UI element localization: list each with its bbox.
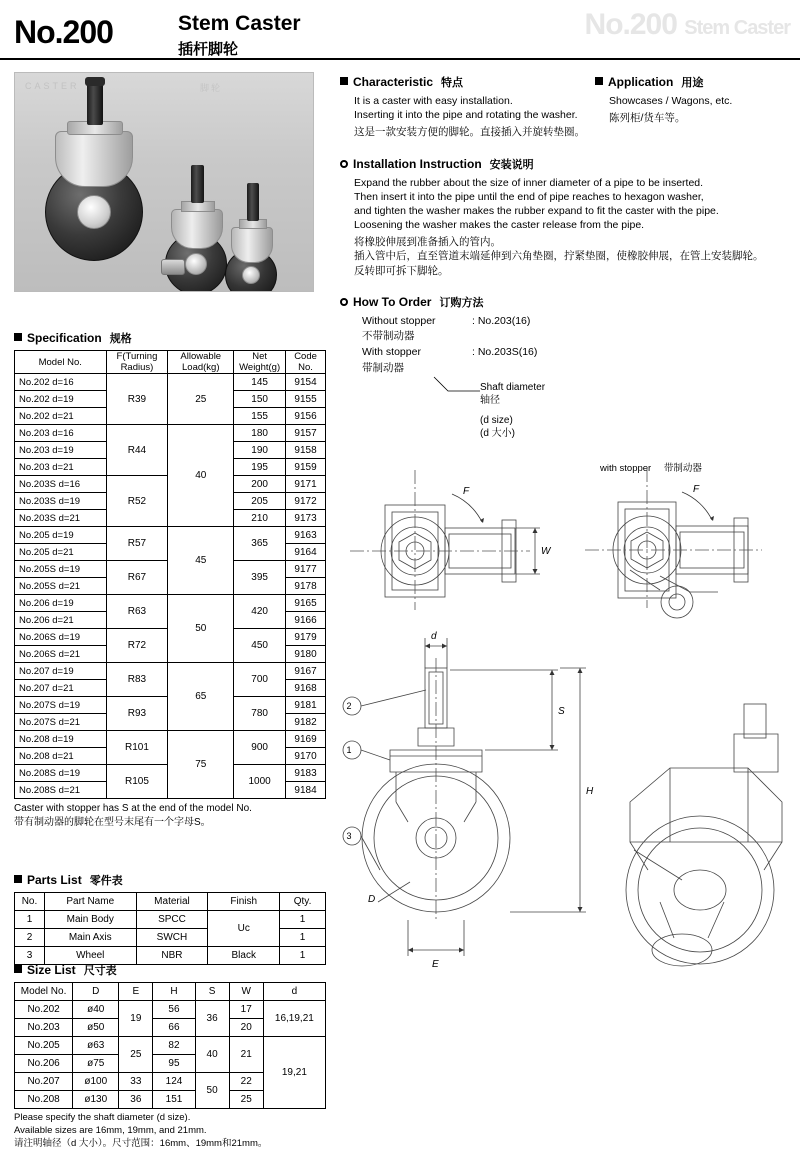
cell-model: No.203 d=21 <box>15 459 107 476</box>
cell-model: No.203S d=16 <box>15 476 107 493</box>
svg-text:d: d <box>431 631 437 642</box>
cell-f: R105 <box>106 765 168 799</box>
cell-model: No.206S d=21 <box>15 646 107 663</box>
cell-H: 66 <box>153 1019 195 1037</box>
cell-f: R72 <box>106 629 168 663</box>
cell-code: 9183 <box>286 765 326 782</box>
cell-qty: 1 <box>280 947 326 965</box>
specification-note-cn: 带有制动器的脚轮在型号末尾有一个字母S。 <box>14 816 211 828</box>
cell-model: No.206 d=19 <box>15 595 107 612</box>
table-row <box>15 374 326 391</box>
characteristic-body <box>354 94 595 140</box>
cell-D: ø50 <box>73 1019 119 1037</box>
cell-material: SPCC <box>136 911 208 929</box>
square-bullet-icon <box>14 875 22 883</box>
cell-weight: 145 <box>234 374 286 391</box>
cell-D: ø40 <box>73 1001 119 1019</box>
svg-text:S: S <box>558 706 565 717</box>
order-row-with-stopper <box>362 345 790 361</box>
cell-f: R57 <box>106 527 168 561</box>
cell-code: 9170 <box>286 748 326 765</box>
cell-weight: 195 <box>234 459 286 476</box>
cell-load: 50 <box>168 595 234 663</box>
cell-code: 9166 <box>286 612 326 629</box>
how-to-order-heading <box>340 294 790 310</box>
cell-S: 50 <box>195 1073 229 1109</box>
table-row <box>15 929 326 947</box>
cell-load: 25 <box>168 374 234 425</box>
circle-bullet-icon <box>340 298 348 306</box>
installation-section <box>340 156 790 278</box>
cell-D: ø63 <box>73 1037 119 1055</box>
cell-code: 9163 <box>286 527 326 544</box>
order-label-without-stopper-cn: 不带制动器 <box>362 330 415 343</box>
cell-load: 45 <box>168 527 234 595</box>
cell-qty: 1 <box>280 911 326 929</box>
characteristic-heading-cn: 特点 <box>441 77 464 89</box>
application-heading-cn: 用途 <box>681 77 704 89</box>
photo-caster-mid-fork <box>171 209 223 249</box>
cell-model: No.202 d=21 <box>15 408 107 425</box>
cell-H: 95 <box>153 1055 195 1073</box>
cell-qty: 1 <box>280 929 326 947</box>
cell-H: 56 <box>153 1001 195 1019</box>
order-row-with-stopper-cn <box>362 361 790 377</box>
with-stopper-label-en: with stopper <box>600 463 652 474</box>
square-bullet-icon <box>595 77 603 85</box>
photo-caster-mid-hub <box>185 253 207 275</box>
cell-W: 17 <box>229 1001 263 1019</box>
col-model-no: Model No. <box>15 983 73 1001</box>
cell-model: No.206S d=19 <box>15 629 107 646</box>
cell-model: No.207S d=21 <box>15 714 107 731</box>
installation-line-2: Then insert it into the pipe until the end of pipe reaches to hexagon washer, <box>354 190 704 203</box>
cell-code: 9168 <box>286 680 326 697</box>
order-label-with-stopper-cn: 带制动器 <box>362 361 404 374</box>
cell-f: R83 <box>106 663 168 697</box>
cell-weight: 450 <box>234 629 286 663</box>
cell-code: 9155 <box>286 391 326 408</box>
characteristic-heading-en: Characteristic <box>353 75 434 89</box>
shaft-callout-line1-en: Shaft diameter <box>480 381 546 393</box>
photo-caster-mid-brake <box>161 259 185 275</box>
size-list-footnotes <box>14 1112 334 1150</box>
col-part-name: Part Name <box>44 893 136 911</box>
cell-model: No.208S d=21 <box>15 782 107 799</box>
specification-table <box>14 350 326 799</box>
cell-H: 151 <box>153 1091 195 1109</box>
cell-W: 22 <box>229 1073 263 1091</box>
order-label-with-stopper-en: With stopper <box>362 346 421 359</box>
cell-H: 82 <box>153 1037 195 1055</box>
cell-code: 9157 <box>286 425 326 442</box>
col-turning-radius: F(Turning Radius) <box>106 351 168 374</box>
cell-material: SWCH <box>136 929 208 947</box>
cell-finish: Black <box>208 947 280 965</box>
cell-E: 36 <box>119 1091 153 1109</box>
svg-text:F: F <box>463 486 470 497</box>
cell-code: 9178 <box>286 578 326 595</box>
cell-model: No.207 <box>15 1073 73 1091</box>
cell-model: No.205 <box>15 1037 73 1055</box>
cell-weight: 200 <box>234 476 286 493</box>
cell-code: 9169 <box>286 731 326 748</box>
svg-text:3: 3 <box>346 831 352 841</box>
parts-list-heading <box>14 872 326 888</box>
cell-weight: 365 <box>234 527 286 561</box>
table-header-row <box>15 983 326 1001</box>
cell-weight: 180 <box>234 425 286 442</box>
cell-model: No.205S d=21 <box>15 578 107 595</box>
cell-part-name: Main Axis <box>44 929 136 947</box>
col-qty: Qty. <box>280 893 326 911</box>
cell-S: 36 <box>195 1001 229 1037</box>
cell-load: 65 <box>168 663 234 731</box>
cell-weight: 420 <box>234 595 286 629</box>
cell-weight: 155 <box>234 408 286 425</box>
size-list-heading-en: Size List <box>27 963 76 977</box>
technical-drawings <box>330 450 800 1140</box>
cell-material: NBR <box>136 947 208 965</box>
photo-caster-large-fork <box>55 131 133 187</box>
photo-caster-small-fork <box>231 227 273 263</box>
photo-watermark-left: CASTER <box>25 81 80 91</box>
cell-code: 9184 <box>286 782 326 799</box>
col-finish: Finish <box>208 893 280 911</box>
installation-line-1: Expand the rubber about the size of inner diameter of a pipe to be inserted. <box>354 176 704 189</box>
size-list-heading <box>14 962 334 978</box>
cell-code: 9173 <box>286 510 326 527</box>
table-row <box>15 595 326 612</box>
header-title-cn: 插杆脚轮 <box>178 41 239 58</box>
cell-part-name: Main Body <box>44 911 136 929</box>
cell-model: No.208 <box>15 1091 73 1109</box>
cell-weight: 1000 <box>234 765 286 799</box>
application-line-1: Showcases / Wagons, etc. <box>609 95 733 107</box>
col-e: E <box>119 983 153 1001</box>
cell-model: No.202 <box>15 1001 73 1019</box>
cell-model: No.203 d=16 <box>15 425 107 442</box>
cell-model: No.206 d=21 <box>15 612 107 629</box>
cell-f: R44 <box>106 425 168 476</box>
cell-d: 16,19,21 <box>263 1001 325 1037</box>
header-title-en: Stem Caster <box>178 12 301 35</box>
cell-code: 9156 <box>286 408 326 425</box>
specification-note-en: Caster with stopper has S at the end of the model No. <box>14 803 252 814</box>
characteristic-line-2: Inserting it into the pipe and rotating the washer. <box>354 109 578 122</box>
cell-model: No.202 d=16 <box>15 374 107 391</box>
table-row <box>15 663 326 680</box>
photo-caster-small-stem <box>247 183 259 221</box>
order-value-with-stopper: : No.203S(16) <box>472 346 538 359</box>
square-bullet-icon <box>14 333 22 341</box>
page-header <box>0 0 800 60</box>
square-bullet-icon <box>14 965 22 973</box>
cell-code: 9180 <box>286 646 326 663</box>
cell-f: R63 <box>106 595 168 629</box>
size-footnote-1: Please specify the shaft diameter (d size). <box>14 1112 191 1123</box>
cell-d: 19,21 <box>263 1037 325 1109</box>
order-row-without-stopper <box>362 314 790 330</box>
svg-text:E: E <box>432 959 439 970</box>
col-h: H <box>153 983 195 1001</box>
table-row <box>15 527 326 544</box>
cell-E: 33 <box>119 1073 153 1091</box>
cell-code: 9172 <box>286 493 326 510</box>
cell-E: 25 <box>119 1037 153 1073</box>
size-footnote-2: Available sizes are 16mm, 19mm, and 21mm. <box>14 1124 207 1136</box>
characteristic-line-cn: 这是一款安装方便的脚轮。直接插入并旋转垫圈。 <box>354 126 585 139</box>
header-ghost-model: No.200 <box>584 8 677 41</box>
cell-model: No.207 d=21 <box>15 680 107 697</box>
cell-part-name: Wheel <box>44 947 136 965</box>
cell-model: No.206 <box>15 1055 73 1073</box>
col-material: Material <box>136 893 208 911</box>
cell-weight: 395 <box>234 561 286 595</box>
photo-watermark-right: 脚轮 <box>200 83 223 93</box>
shaft-callout-line2-cn: (d 大小) <box>480 428 515 440</box>
size-list-table <box>14 982 326 1109</box>
application-body <box>609 94 785 125</box>
installation-line-cn-3: 反转即可拆下脚轮。 <box>354 264 449 277</box>
cell-D: ø130 <box>73 1091 119 1109</box>
cell-H: 124 <box>153 1073 195 1091</box>
col-d-cap: D <box>73 983 119 1001</box>
cell-finish: Uc <box>208 911 280 947</box>
photo-caster-large-cap <box>85 77 105 86</box>
cell-W: 25 <box>229 1091 263 1109</box>
svg-text:F: F <box>693 484 700 495</box>
cell-code: 9164 <box>286 544 326 561</box>
cell-weight: 900 <box>234 731 286 765</box>
installation-line-4: Loosening the washer makes the caster release from the pipe. <box>354 219 645 232</box>
photo-caster-small-hub <box>242 266 260 284</box>
cell-code: 9159 <box>286 459 326 476</box>
cell-model: No.203 d=19 <box>15 442 107 459</box>
cell-model: No.208 d=19 <box>15 731 107 748</box>
how-to-order-heading-en: How To Order <box>353 294 432 309</box>
cell-f: R67 <box>106 561 168 595</box>
table-row <box>15 1037 326 1055</box>
cell-weight: 190 <box>234 442 286 459</box>
cell-D: ø100 <box>73 1073 119 1091</box>
cell-W: 21 <box>229 1037 263 1073</box>
table-header-row <box>15 893 326 911</box>
circle-bullet-icon <box>340 160 348 168</box>
cell-D: ø75 <box>73 1055 119 1073</box>
cell-no: 2 <box>15 929 45 947</box>
cell-f: R101 <box>106 731 168 765</box>
cell-model: No.202 d=19 <box>15 391 107 408</box>
shaft-callout-line1-cn: 轴径 <box>480 395 500 407</box>
how-to-order-rows <box>362 314 790 377</box>
specification-note <box>14 802 326 829</box>
cell-E: 19 <box>119 1001 153 1037</box>
svg-text:D: D <box>368 894 376 905</box>
col-s: S <box>195 983 229 1001</box>
cell-weight: 210 <box>234 510 286 527</box>
size-footnote-3: 请注明轴径（d 大小）。尺寸范围：16mm、19mm和21mm。 <box>14 1137 268 1149</box>
photo-caster-mid-stem <box>191 165 204 203</box>
parts-list-block <box>14 872 326 965</box>
cell-load: 40 <box>168 425 234 527</box>
cell-model: No.207 d=19 <box>15 663 107 680</box>
callout-leader-line <box>428 375 548 401</box>
cell-weight: 205 <box>234 493 286 510</box>
col-net-weight: Net Weight(g) <box>234 351 286 374</box>
cell-code: 9182 <box>286 714 326 731</box>
col-model-no: Model No. <box>15 351 107 374</box>
order-label-without-stopper-en: Without stopper <box>362 314 436 327</box>
application-heading-en: Application <box>608 75 674 89</box>
product-photo <box>14 72 314 292</box>
installation-line-cn-2: 插入管中后，直至管道末端延伸到六角垫圈，拧紧垫圈，使橡胶伸展，在管上安装脚轮。 <box>354 250 764 263</box>
cell-S: 40 <box>195 1037 229 1073</box>
square-bullet-icon <box>340 77 348 85</box>
order-row-without-stopper-cn <box>362 329 790 345</box>
photo-caster-large-stem <box>87 83 103 125</box>
cell-code: 9181 <box>286 697 326 714</box>
cell-no: 1 <box>15 911 45 929</box>
cell-f: R39 <box>106 374 168 425</box>
cell-code: 9165 <box>286 595 326 612</box>
svg-text:2: 2 <box>346 701 352 711</box>
with-stopper-label-cn: 带制动器 <box>663 463 702 474</box>
table-row <box>15 911 326 929</box>
cell-code: 9154 <box>286 374 326 391</box>
col-code-no: Code No. <box>286 351 326 374</box>
cell-model: No.205 d=19 <box>15 527 107 544</box>
specification-block <box>14 330 326 829</box>
application-heading <box>595 74 785 90</box>
specification-heading <box>14 330 326 346</box>
cell-load: 75 <box>168 731 234 799</box>
characteristic-section <box>340 74 595 140</box>
col-no: No. <box>15 893 45 911</box>
cell-code: 9177 <box>286 561 326 578</box>
drawing-svg <box>330 450 800 1140</box>
characteristic-line-1: It is a caster with easy installation. <box>354 95 513 107</box>
cell-model: No.205 d=21 <box>15 544 107 561</box>
cell-no: 3 <box>15 947 45 965</box>
installation-line-cn-1: 将橡胶伸展到准备插入的管内。 <box>354 236 501 249</box>
cell-weight: 700 <box>234 663 286 697</box>
installation-heading-cn: 安装说明 <box>489 158 534 171</box>
cell-model: No.203S d=21 <box>15 510 107 527</box>
cell-model: No.203S d=19 <box>15 493 107 510</box>
cell-f: R52 <box>106 476 168 527</box>
shaft-callout-line2-en: (d size) <box>480 414 513 426</box>
parts-list-table <box>14 892 326 965</box>
cell-model: No.207S d=19 <box>15 697 107 714</box>
svg-text:W: W <box>541 546 551 557</box>
table-row <box>15 1001 326 1019</box>
col-w: W <box>229 983 263 1001</box>
page-title: No.200 <box>14 14 113 50</box>
application-section <box>595 74 785 140</box>
text-column <box>340 74 790 441</box>
installation-heading-en: Installation Instruction <box>353 156 482 171</box>
parts-list-heading-en: Parts List <box>27 873 82 887</box>
installation-body <box>354 176 790 278</box>
characteristic-heading <box>340 74 595 90</box>
cell-code: 9158 <box>286 442 326 459</box>
cell-model: No.203 <box>15 1019 73 1037</box>
header-ghost-title: Stem Caster <box>684 17 790 39</box>
table-header-row <box>15 351 326 374</box>
installation-heading <box>340 156 790 172</box>
table-row <box>15 731 326 748</box>
how-to-order-section <box>340 294 790 441</box>
size-list-block <box>14 962 334 1150</box>
cell-model: No.205S d=19 <box>15 561 107 578</box>
photo-caster-large-hub <box>77 195 111 229</box>
shaft-callout <box>480 381 790 441</box>
cell-W: 20 <box>229 1019 263 1037</box>
table-row <box>15 425 326 442</box>
cell-code: 9179 <box>286 629 326 646</box>
col-d-small: d <box>263 983 325 1001</box>
svg-text:1: 1 <box>346 745 352 755</box>
cell-model: No.208 d=21 <box>15 748 107 765</box>
parts-list-heading-cn: 零件表 <box>89 875 123 887</box>
specification-heading-en: Specification <box>27 331 102 345</box>
cell-weight: 150 <box>234 391 286 408</box>
order-value-without-stopper: : No.203(16) <box>472 314 531 327</box>
cell-weight: 780 <box>234 697 286 731</box>
installation-line-3: and tighten the washer makes the rubber expand to fit the caster with the pipe. <box>354 204 719 217</box>
cell-code: 9167 <box>286 663 326 680</box>
col-allowable-load: Allowable Load(kg) <box>168 351 234 374</box>
svg-text:H: H <box>586 786 594 797</box>
header-ghost-text <box>585 8 790 42</box>
size-list-heading-cn: 尺寸表 <box>83 965 117 977</box>
how-to-order-heading-cn: 订购方法 <box>439 296 484 309</box>
cell-model: No.208S d=19 <box>15 765 107 782</box>
cell-code: 9171 <box>286 476 326 493</box>
application-line-cn: 陈列柜/货车等。 <box>609 112 686 125</box>
cell-f: R93 <box>106 697 168 731</box>
specification-heading-cn: 规格 <box>109 333 132 345</box>
